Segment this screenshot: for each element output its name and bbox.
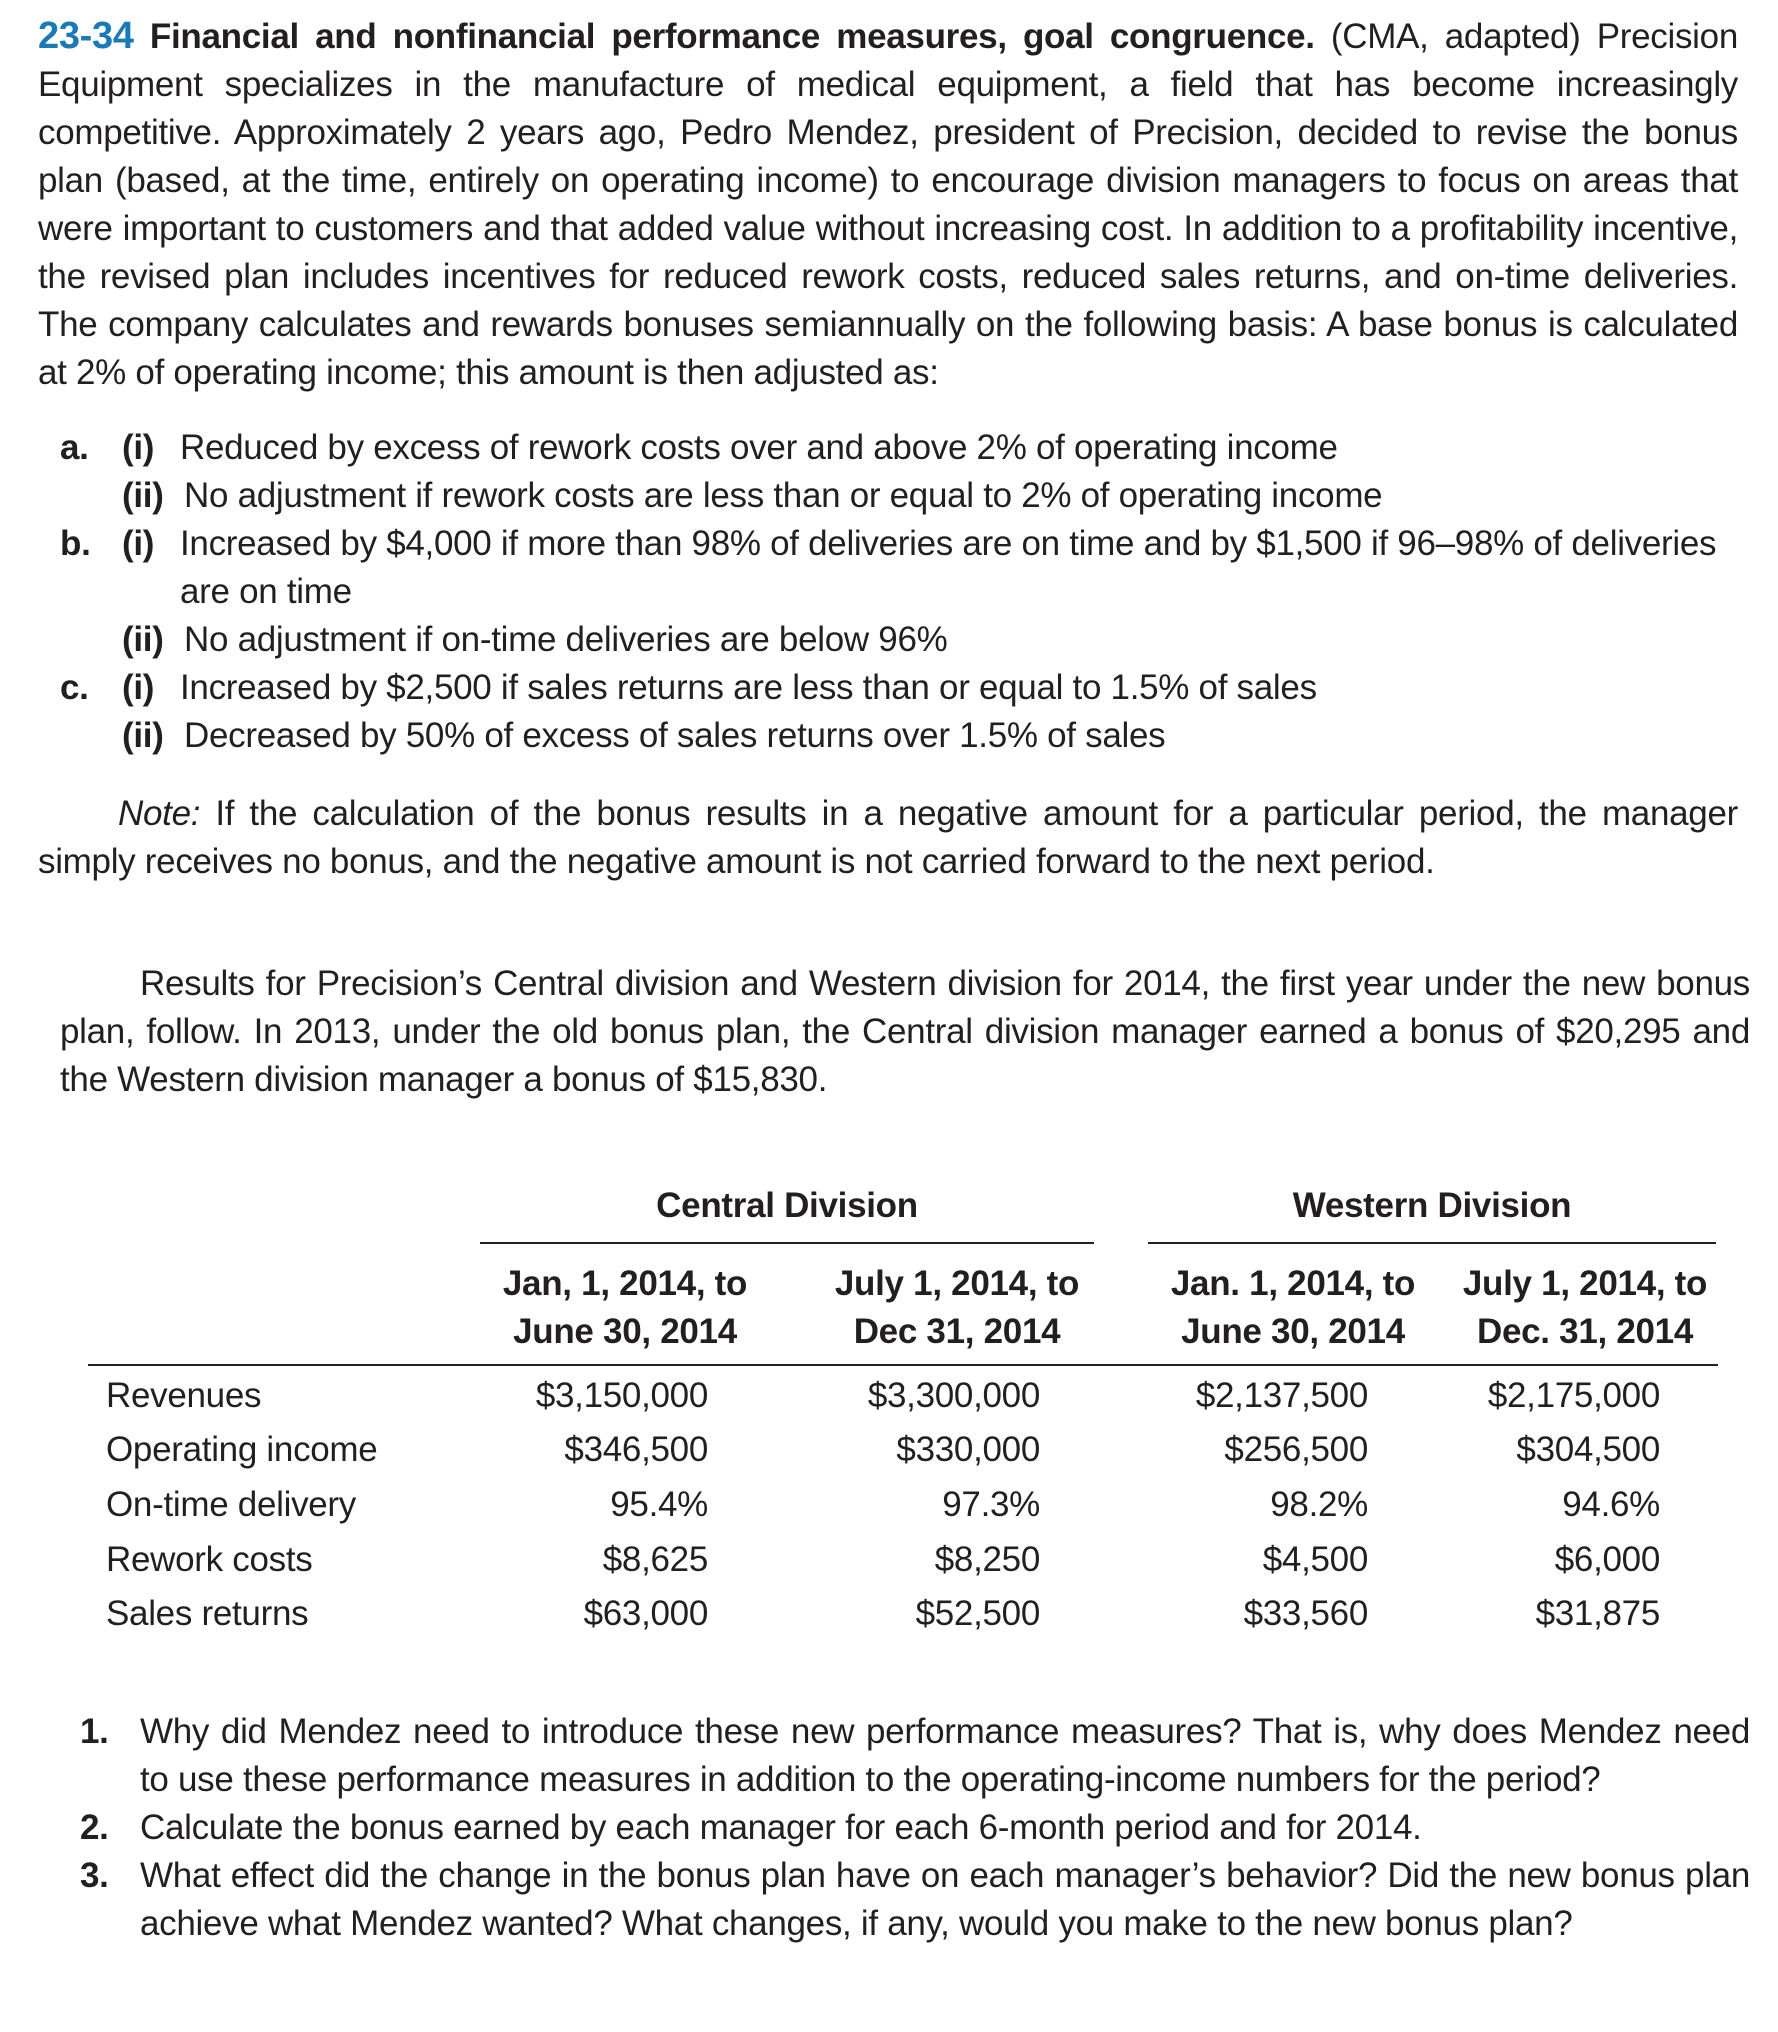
list-item: [60, 664, 1750, 712]
table-cell: $2,175,000: [1487, 1376, 1660, 1415]
period-header-line2: June 30, 2014: [1181, 1312, 1405, 1351]
question-number: 2.: [80, 1808, 109, 1847]
table-cell: 98.2%: [1270, 1485, 1368, 1524]
table-cell: $31,875: [1535, 1594, 1660, 1633]
list-roman: (ii): [122, 716, 164, 755]
table-cell: 94.6%: [1562, 1485, 1660, 1524]
list-item: [60, 520, 1750, 616]
table-cell: $346,500: [564, 1430, 708, 1469]
period-header-line2: June 30, 2014: [513, 1312, 737, 1351]
table-cell: $33,560: [1243, 1594, 1368, 1633]
row-label: Operating income: [106, 1430, 378, 1469]
list-roman: (i): [122, 668, 155, 707]
question-number: 3.: [80, 1856, 109, 1895]
table-cell: $63,000: [583, 1594, 708, 1633]
table-cell: $52,500: [915, 1594, 1040, 1633]
table-cell: 95.4%: [610, 1485, 708, 1524]
question-text: What effect did the change in the bonus plan have on each manager’s behavior? Did the new bonus plan achieve what Mendez wanted? What changes, if any, would you make to the new bonus plan?: [140, 1856, 1750, 1943]
group-header-western: Western Division: [1292, 1186, 1572, 1225]
list-text: No adjustment if on-time deliveries are below 96%: [184, 620, 948, 659]
list-item: [60, 712, 1750, 760]
list-roman: (i): [122, 524, 155, 563]
adjustment-list: [60, 424, 1750, 760]
list-item: [80, 1804, 1750, 1852]
question-text: Calculate the bonus earned by each manager for each 6-month period and for 2014.: [140, 1808, 1422, 1847]
list-item: [60, 616, 1750, 664]
note-text: If the calculation of the bonus results in a negative amount for a particular period, the manager simply receives no bonus, and the negative amount is not carried forward to the next period.: [38, 794, 1738, 881]
list-text: Increased by $2,500 if sales returns are less than or equal to 1.5% of sales: [180, 668, 1317, 707]
header-rule: [88, 1364, 1718, 1366]
question-number: 1.: [80, 1712, 109, 1751]
period-header-line2: Dec 31, 2014: [853, 1312, 1061, 1351]
note-label: Note:: [118, 794, 201, 833]
problem-intro: [38, 12, 1738, 397]
table-cell: $304,500: [1516, 1430, 1660, 1469]
group-underline-western: [1148, 1242, 1716, 1244]
note-paragraph: [38, 790, 1738, 886]
list-letter: a.: [60, 428, 89, 467]
table-cell: $330,000: [896, 1430, 1040, 1469]
group-underline-central: [480, 1242, 1094, 1244]
period-header-line1: Jan. 1, 2014, to: [1170, 1264, 1416, 1303]
row-label: Revenues: [106, 1376, 262, 1415]
question-text: Why did Mendez need to introduce these new performance measures? That is, why does Mendez need to use these performance measures in addition to the operating-income numbers for the period?: [140, 1712, 1750, 1799]
table-cell: $6,000: [1554, 1540, 1660, 1579]
group-header-central: Central Division: [656, 1186, 918, 1225]
table-cell: $3,150,000: [535, 1376, 708, 1415]
period-header-line1: July 1, 2014, to: [1462, 1264, 1708, 1303]
list-text: Reduced by excess of rework costs over and above 2% of operating income: [180, 428, 1338, 467]
question-list: [80, 1708, 1750, 1948]
table-cell: $3,300,000: [867, 1376, 1040, 1415]
row-label: Sales returns: [106, 1594, 309, 1633]
list-item: [80, 1708, 1750, 1804]
problem-title: Financial and nonfinancial performance measures, goal congruence.: [149, 17, 1315, 56]
list-item: [60, 424, 1750, 472]
list-letter: c.: [60, 668, 89, 707]
list-roman: (i): [122, 428, 155, 467]
problem-intro-text: (CMA, adapted) Precision Equipment specializes in the manufacture of medical equipment, a field that has become increasingly competitive. Approximately 2 years ago, Pedro Mendez, president of Precision, decided to revise the bonus plan (based, at the time, entirely on operating income) to encourage division managers to focus on areas that were important to customers and that added value without increasing cost. In addition to a profitability incentive, the revised plan includes incentives for reduced rework costs, reduced sales returns, and on-time deliveries. The company calculates and rewards bonuses semiannually on the following basis: A base bonus is calculated at 2% of operating income; this amount is then adjusted as:: [38, 17, 1738, 392]
list-text: Increased by $4,000 if more than 98% of deliveries are on time and by $1,500 if 96–98% of deliveries are on time: [180, 524, 1717, 611]
list-roman: (ii): [122, 476, 164, 515]
list-text: Decreased by 50% of excess of sales returns over 1.5% of sales: [184, 716, 1166, 755]
list-letter: b.: [60, 524, 91, 563]
list-text: No adjustment if rework costs are less than or equal to 2% of operating income: [184, 476, 1383, 515]
table-cell: 97.3%: [942, 1485, 1040, 1524]
results-paragraph: Results for Precision’s Central division and Western division for 2014, the first year under the new bonus plan, follow. In 2013, under the old bonus plan, the Central division manager earned a bonus of $20,295 and the Western division manager a bonus of $15,830.: [60, 964, 1750, 1099]
table-cell: $8,250: [934, 1540, 1040, 1579]
row-label: On-time delivery: [106, 1485, 356, 1524]
table-cell: $4,500: [1262, 1540, 1368, 1579]
list-item: [60, 472, 1750, 520]
period-header-line1: Jan, 1, 2014, to: [502, 1264, 748, 1303]
row-label: Rework costs: [106, 1540, 313, 1579]
table-cell: $2,137,500: [1195, 1376, 1368, 1415]
period-header-line1: July 1, 2014, to: [834, 1264, 1080, 1303]
list-roman: (ii): [122, 620, 164, 659]
list-item: [80, 1852, 1750, 1948]
period-header-line2: Dec. 31, 2014: [1477, 1312, 1693, 1351]
problem-number: 23-34: [38, 15, 134, 57]
table-cell: $256,500: [1224, 1430, 1368, 1469]
table-cell: $8,625: [602, 1540, 708, 1579]
